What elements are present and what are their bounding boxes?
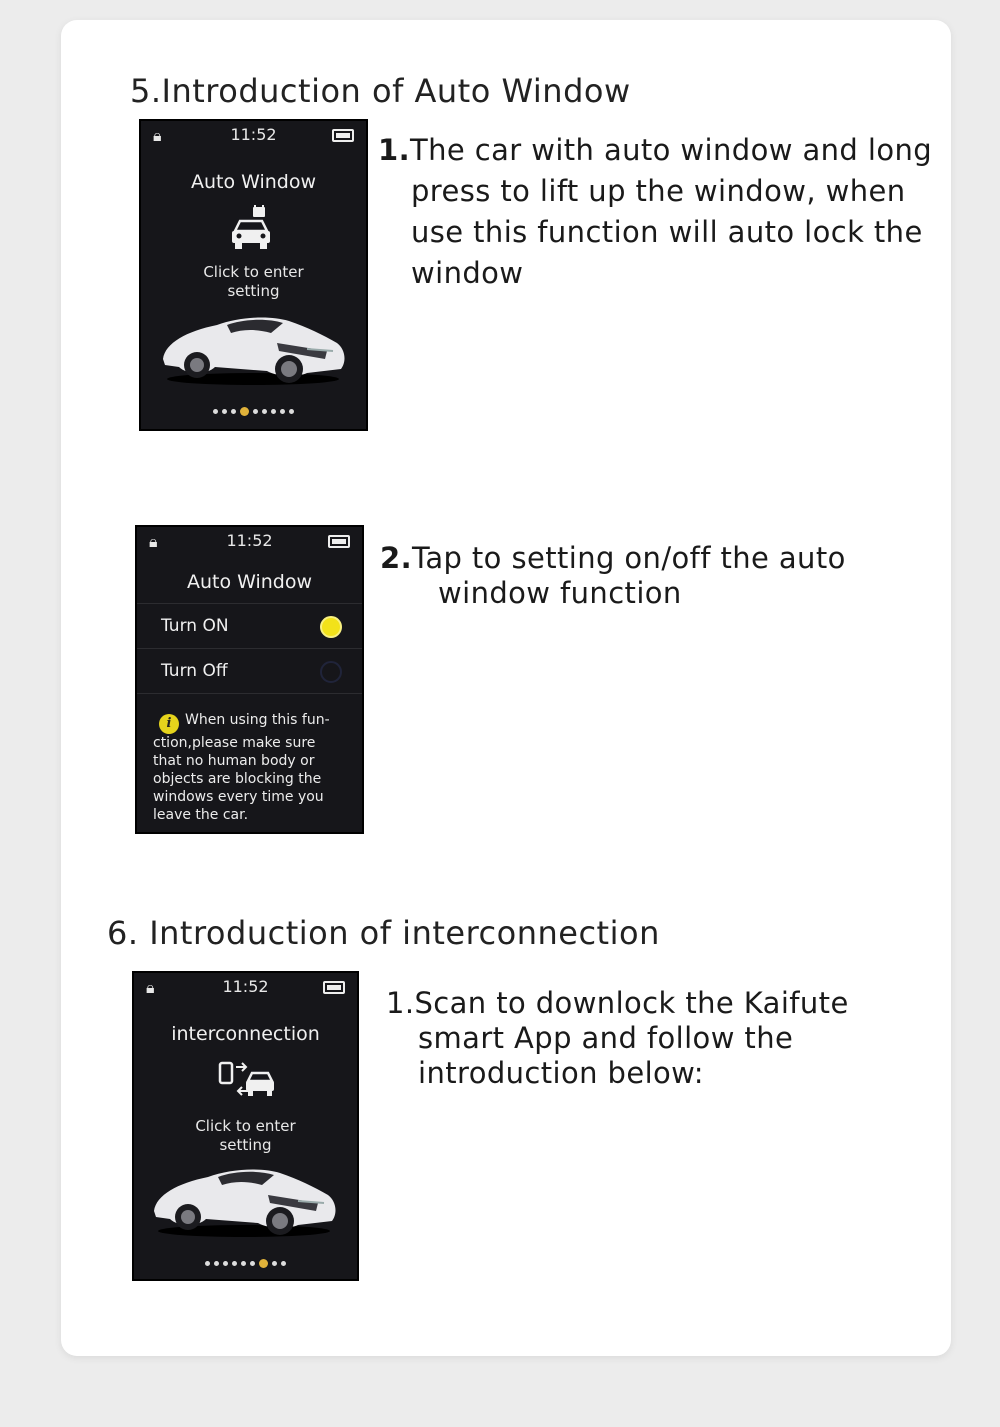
auto-window-step-1 (378, 130, 932, 294)
screen-auto-window[interactable] (139, 119, 368, 431)
lock-icon: 🔒︎ (149, 532, 158, 551)
enter-setting-hint (134, 1117, 357, 1155)
page-dot (262, 409, 267, 414)
page-dot (223, 1261, 228, 1266)
option-turn-off[interactable] (137, 648, 362, 693)
step-text-line: introduction below: (418, 1056, 704, 1090)
page-dot (222, 409, 227, 414)
radio-unselected[interactable] (320, 661, 342, 683)
safety-note (153, 711, 350, 824)
status-bar (137, 527, 362, 553)
option-turn-on[interactable] (137, 603, 362, 648)
step-text-line: window (411, 256, 524, 290)
note-line: objects are blocking the (153, 771, 322, 787)
page-dot (232, 1261, 237, 1266)
hint-line-2: setting (219, 1136, 272, 1154)
step-text-line: Scan to downlock the Kaifute (414, 986, 849, 1020)
note-line: ction,please make sure (153, 735, 316, 751)
step-text-line: smart App and follow the (418, 1021, 794, 1055)
note-line: windows every time you (153, 789, 324, 805)
page-dot-active (259, 1259, 268, 1268)
page-dot (241, 1261, 246, 1266)
option-label: Turn Off (161, 661, 228, 681)
step-text-line: window function (438, 576, 682, 610)
screen-title: interconnection (171, 1023, 320, 1045)
page-dot (271, 409, 276, 414)
status-bar (141, 121, 366, 147)
page-dot (280, 409, 285, 414)
hint-line-2: setting (227, 282, 280, 300)
screen-title: Auto Window (186, 571, 313, 593)
note-line: leave the car. (153, 807, 249, 823)
screen-auto-window-settings (135, 525, 364, 834)
battery-icon (323, 981, 345, 994)
page-indicator (141, 401, 366, 420)
screen-interconnection[interactable] (132, 971, 359, 1281)
page-dot (289, 409, 294, 414)
status-time: 11:52 (226, 531, 273, 550)
option-label: Turn ON (161, 616, 229, 636)
page-indicator (134, 1253, 357, 1272)
battery-icon (328, 535, 350, 548)
note-line: When using this fun- (185, 712, 330, 728)
step-text-line: use this function will auto lock the (411, 215, 923, 249)
step-number: 2. (380, 541, 412, 575)
step-text-line: Tap to setting on/off the auto (412, 541, 846, 575)
page-dot (205, 1261, 210, 1266)
status-time: 11:52 (230, 125, 277, 144)
screen-title: Auto Window (190, 171, 317, 193)
step-number: 1. (378, 133, 410, 167)
divider (137, 693, 362, 695)
lock-icon: 🔒︎ (153, 126, 162, 145)
interconnection-step-1 (386, 986, 849, 1091)
page-dot (213, 409, 218, 414)
page-dot (253, 409, 258, 414)
section6-heading: 6. Introduction of interconnection (107, 914, 660, 952)
phone-car-link-icon (218, 1059, 276, 1103)
car-lock-icon (229, 205, 275, 251)
page-dot-active (240, 407, 249, 416)
page-dot (214, 1261, 219, 1266)
sports-car-image (148, 1159, 340, 1239)
sports-car-image (157, 307, 349, 387)
info-icon: i (159, 714, 179, 734)
hint-line-1: Click to enter (203, 263, 304, 281)
status-time: 11:52 (222, 977, 269, 996)
section5-heading: 5.Introduction of Auto Window (130, 72, 631, 110)
enter-setting-hint (141, 263, 366, 301)
radio-selected[interactable] (320, 616, 342, 638)
status-bar (134, 973, 357, 999)
note-line: that no human body or (153, 753, 315, 769)
page-dot (231, 409, 236, 414)
battery-icon (332, 129, 354, 142)
page-dot (281, 1261, 286, 1266)
step-text-line: press to lift up the window, when (411, 174, 906, 208)
step-text-line: The car with auto window and long (410, 133, 933, 167)
lock-icon: 🔒︎ (146, 978, 155, 997)
page-dot (272, 1261, 277, 1266)
page-dot (250, 1261, 255, 1266)
hint-line-1: Click to enter (195, 1117, 296, 1135)
step-number: 1. (386, 986, 415, 1020)
auto-window-step-2 (380, 541, 846, 611)
